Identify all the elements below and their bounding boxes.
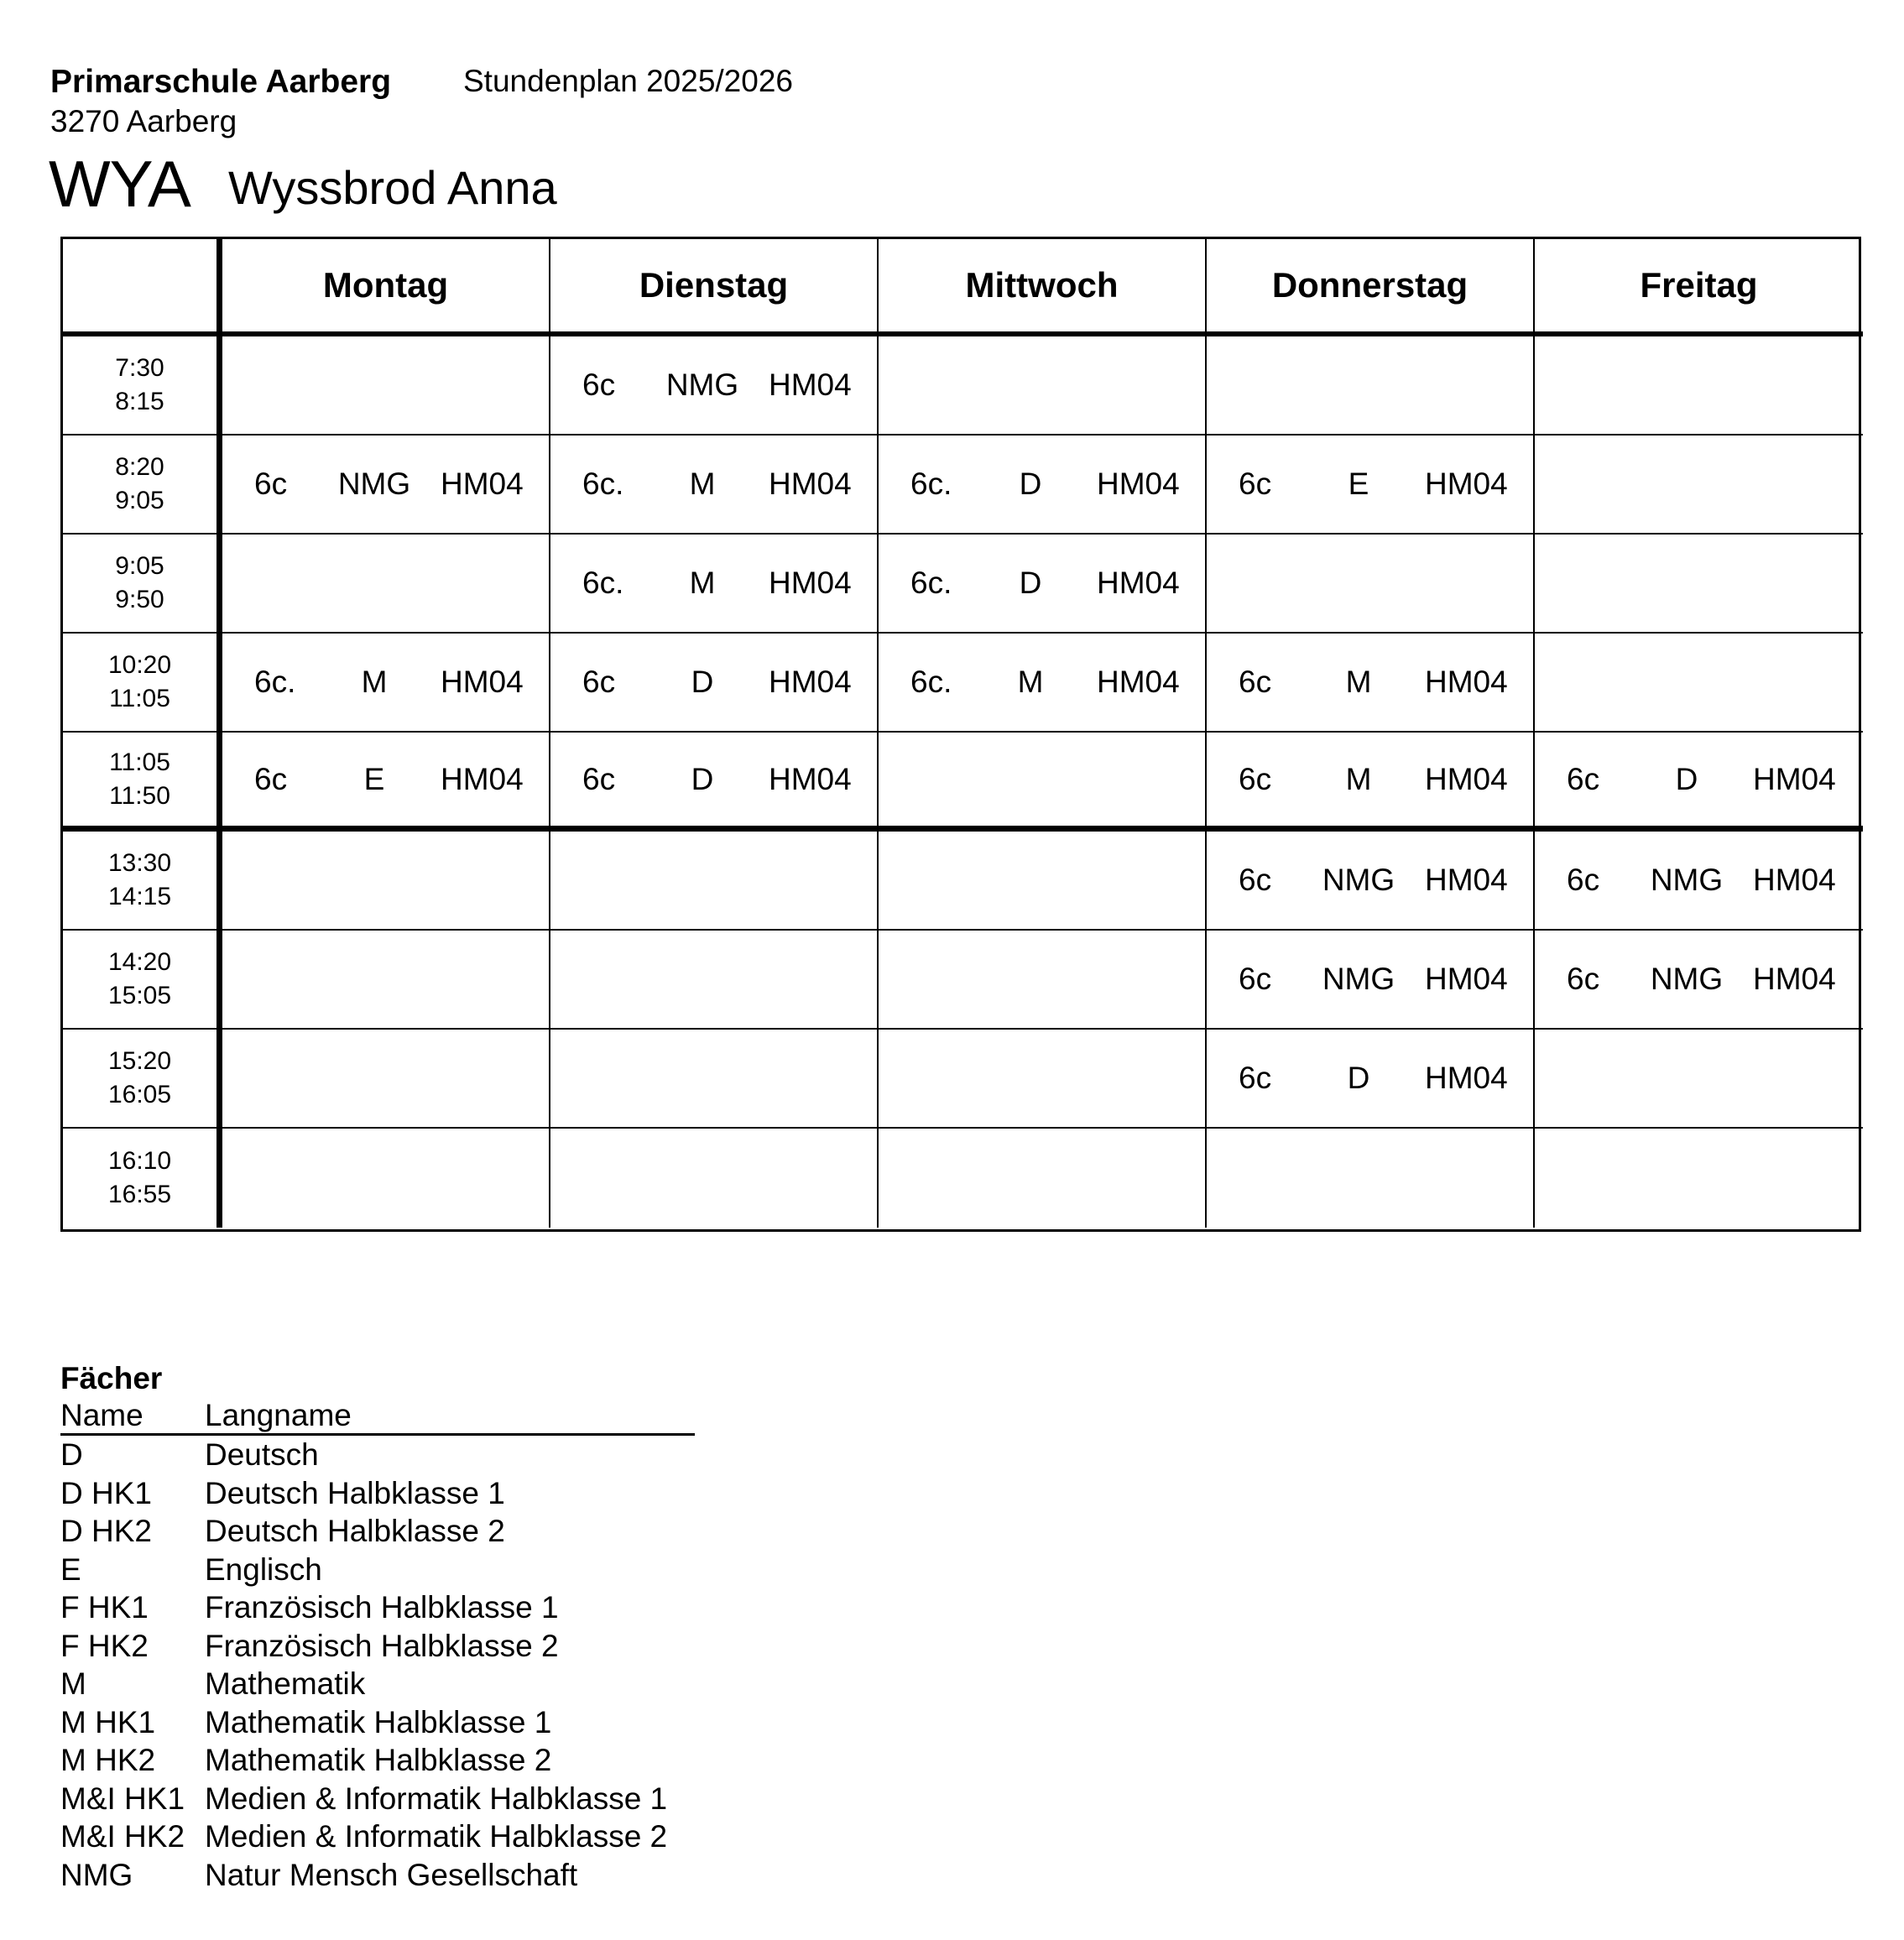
day-header: Donnerstag: [1207, 239, 1535, 336]
plan-title: Stundenplan 2025/2026: [463, 64, 793, 98]
subjects-column-longname: Langname: [205, 1398, 695, 1435]
period-time: [63, 1129, 222, 1228]
empty-slot: [1535, 535, 1863, 634]
lesson-class: 6c.: [254, 665, 296, 699]
lesson-cell: [222, 733, 550, 832]
lesson-subject: NMG: [1322, 863, 1395, 897]
lesson-subject: M: [1017, 665, 1044, 699]
lesson-subject: M: [1345, 761, 1372, 796]
lesson-class: 6c: [254, 467, 288, 501]
school-name: Primarschule Aarberg: [50, 64, 392, 100]
lesson-class: 6c: [1239, 1061, 1272, 1095]
day-header: Freitag: [1535, 239, 1863, 336]
subjects-title: Fächer: [60, 1361, 163, 1395]
subject-longname: Mathematik Halbklasse 1: [205, 1704, 552, 1739]
period-time: [63, 634, 222, 733]
period-start: 8:20: [115, 453, 164, 481]
empty-slot: [550, 832, 879, 931]
lesson-subject: D: [691, 665, 714, 699]
lesson-class: 6c: [1239, 761, 1272, 796]
period-end: 15:05: [107, 982, 172, 1009]
empty-slot: [222, 1030, 550, 1129]
lesson-cell: [879, 435, 1207, 535]
period-time: [63, 435, 222, 535]
period-time: [63, 832, 222, 931]
lesson-room: HM04: [1425, 1061, 1508, 1095]
period-start: 15:20: [107, 1047, 172, 1075]
lesson-room: HM04: [1753, 761, 1836, 796]
lesson-subject: M: [361, 665, 388, 699]
lesson-subject: D: [1019, 467, 1042, 501]
subject-code: NMG: [60, 1857, 133, 1892]
subject-row: [60, 1856, 695, 1895]
subject-row: [60, 1435, 695, 1474]
lesson-class: 6c: [582, 761, 616, 796]
period-end: 14:15: [107, 883, 172, 910]
period-start: 14:20: [107, 948, 172, 976]
lesson-subject: D: [1019, 566, 1042, 600]
lesson-class: 6c: [1239, 962, 1272, 996]
lesson-subject: M: [1345, 665, 1372, 699]
empty-slot: [879, 931, 1207, 1030]
subjects-header-row: [60, 1398, 695, 1435]
subject-longname: Französisch Halbklasse 2: [205, 1628, 559, 1663]
lesson-subject: E: [363, 761, 385, 796]
empty-slot: [1535, 1030, 1863, 1129]
lesson-cell: [1207, 931, 1535, 1030]
timetable-grid: [60, 237, 1861, 1232]
lesson-subject: NMG: [1650, 962, 1724, 996]
lesson-class: 6c: [1567, 761, 1600, 796]
empty-slot: [222, 336, 550, 435]
lesson-room: HM04: [1097, 467, 1180, 501]
period-time: [63, 931, 222, 1030]
period-time: [63, 1030, 222, 1129]
lesson-room: HM04: [769, 761, 852, 796]
subject-row: [60, 1817, 695, 1856]
subject-longname: Natur Mensch Gesellschaft: [205, 1857, 578, 1892]
lesson-cell: [550, 336, 879, 435]
lesson-room: HM04: [1425, 962, 1508, 996]
period-start: 16:10: [107, 1147, 172, 1175]
teacher-name: Wyssbrod Anna: [228, 161, 557, 214]
subject-row: [60, 1551, 695, 1589]
lesson-subject: D: [691, 761, 714, 796]
subject-code: D HK1: [60, 1475, 152, 1510]
lesson-cell: [879, 634, 1207, 733]
empty-slot: [1207, 1129, 1535, 1228]
lesson-room: HM04: [769, 467, 852, 501]
subjects-column-name: Name: [60, 1398, 205, 1435]
period-time: [63, 733, 222, 832]
lesson-room: HM04: [441, 467, 524, 501]
lesson-subject: NMG: [1322, 962, 1395, 996]
period-end: 8:15: [115, 388, 164, 415]
empty-slot: [1535, 336, 1863, 435]
lesson-subject: D: [1347, 1061, 1370, 1095]
subject-longname: Medien & Informatik Halbklasse 1: [205, 1781, 668, 1816]
lesson-class: 6c: [1239, 665, 1272, 699]
lesson-class: 6c.: [582, 566, 624, 600]
subjects-table: [60, 1398, 695, 1894]
period-end: 9:05: [115, 487, 164, 514]
subject-code: M HK2: [60, 1743, 156, 1778]
empty-slot: [1535, 1129, 1863, 1228]
empty-slot: [1535, 435, 1863, 535]
lesson-subject: NMG: [337, 467, 411, 501]
period-start: 11:05: [109, 748, 170, 776]
period-start: 10:20: [107, 651, 172, 679]
lesson-subject: NMG: [665, 368, 739, 402]
subject-longname: Medien & Informatik Halbklasse 2: [205, 1819, 668, 1854]
lesson-cell: [1207, 435, 1535, 535]
empty-slot: [1207, 535, 1535, 634]
empty-slot: [879, 733, 1207, 832]
subject-code: M&I HK1: [60, 1781, 185, 1816]
lesson-room: HM04: [769, 566, 852, 600]
empty-slot: [879, 1129, 1207, 1228]
lesson-class: 6c.: [582, 467, 624, 501]
lesson-cell: [222, 634, 550, 733]
empty-slot: [222, 931, 550, 1030]
subject-code: M HK1: [60, 1704, 156, 1739]
lesson-subject: D: [1675, 761, 1698, 796]
subject-row: [60, 1780, 695, 1818]
lesson-subject: E: [1348, 467, 1369, 501]
period-start: 9:05: [115, 552, 164, 580]
empty-slot: [550, 931, 879, 1030]
subject-row: [60, 1588, 695, 1627]
lesson-subject: M: [689, 566, 716, 600]
subject-longname: Deutsch: [205, 1437, 319, 1473]
lesson-subject: M: [689, 467, 716, 501]
empty-slot: [222, 535, 550, 634]
timetable-corner: [63, 239, 222, 336]
period-end: 16:55: [107, 1181, 172, 1208]
lesson-class: 6c.: [910, 467, 952, 501]
subject-code: F HK1: [60, 1590, 149, 1625]
subject-code: D HK2: [60, 1514, 152, 1549]
period-time: [63, 336, 222, 435]
lesson-class: 6c: [582, 665, 616, 699]
subject-longname: Deutsch Halbklasse 2: [205, 1514, 505, 1549]
lesson-cell: [222, 435, 550, 535]
lesson-cell: [1207, 634, 1535, 733]
lesson-cell: [1207, 832, 1535, 931]
empty-slot: [550, 1129, 879, 1228]
lesson-cell: [1535, 733, 1863, 832]
subject-row: [60, 1512, 695, 1551]
subject-longname: Französisch Halbklasse 1: [205, 1590, 559, 1625]
period-time: [63, 535, 222, 634]
subject-row: [60, 1474, 695, 1513]
lesson-class: 6c: [1567, 863, 1600, 897]
lesson-cell: [550, 435, 879, 535]
period-end: 11:05: [109, 685, 170, 712]
lesson-room: HM04: [769, 368, 852, 402]
subject-code: M&I HK2: [60, 1819, 185, 1854]
empty-slot: [879, 336, 1207, 435]
lesson-class: 6c.: [910, 665, 952, 699]
subject-longname: Mathematik: [205, 1666, 366, 1702]
empty-slot: [1535, 634, 1863, 733]
lesson-room: HM04: [1097, 665, 1180, 699]
empty-slot: [550, 1030, 879, 1129]
lesson-cell: [1535, 832, 1863, 931]
lesson-class: 6c: [582, 368, 616, 402]
subject-longname: Mathematik Halbklasse 2: [205, 1743, 552, 1778]
lesson-room: HM04: [441, 761, 524, 796]
subject-code: M: [60, 1666, 86, 1702]
lesson-room: HM04: [1425, 761, 1508, 796]
teacher-code: WYA: [49, 147, 190, 221]
period-start: 13:30: [107, 849, 172, 877]
period-end: 16:05: [107, 1081, 172, 1108]
lesson-class: 6c: [1239, 467, 1272, 501]
lesson-room: HM04: [1425, 665, 1508, 699]
empty-slot: [879, 1030, 1207, 1129]
empty-slot: [1207, 336, 1535, 435]
subject-code: F HK2: [60, 1628, 149, 1663]
day-header: Montag: [222, 239, 550, 336]
lesson-class: 6c: [1567, 962, 1600, 996]
subject-longname: Englisch: [205, 1551, 322, 1587]
lesson-room: HM04: [1753, 962, 1836, 996]
period-end: 9:50: [115, 586, 164, 613]
subject-code: E: [60, 1551, 81, 1587]
empty-slot: [222, 832, 550, 931]
lesson-cell: [1207, 1030, 1535, 1129]
lesson-room: HM04: [1097, 566, 1180, 600]
lesson-cell: [879, 535, 1207, 634]
lesson-class: 6c: [254, 761, 288, 796]
subject-longname: Deutsch Halbklasse 1: [205, 1475, 505, 1510]
lesson-subject: NMG: [1650, 863, 1724, 897]
subject-row: [60, 1665, 695, 1703]
school-city: 3270 Aarberg: [50, 104, 237, 138]
lesson-cell: [550, 535, 879, 634]
empty-slot: [222, 1129, 550, 1228]
lesson-room: HM04: [441, 665, 524, 699]
lesson-room: HM04: [1753, 863, 1836, 897]
lesson-cell: [1207, 733, 1535, 832]
subject-row: [60, 1627, 695, 1666]
subject-code: D: [60, 1437, 83, 1473]
lesson-class: 6c.: [910, 566, 952, 600]
empty-slot: [879, 832, 1207, 931]
day-header: Dienstag: [550, 239, 879, 336]
day-header: Mittwoch: [879, 239, 1207, 336]
lesson-cell: [550, 634, 879, 733]
period-start: 7:30: [115, 354, 164, 382]
period-end: 11:50: [109, 781, 170, 810]
lesson-room: HM04: [1425, 863, 1508, 897]
lesson-room: HM04: [769, 665, 852, 699]
lesson-cell: [1535, 931, 1863, 1030]
lesson-class: 6c: [1239, 863, 1272, 897]
subject-row: [60, 1741, 695, 1780]
lesson-cell: [550, 733, 879, 832]
subject-row: [60, 1703, 695, 1742]
lesson-room: HM04: [1425, 467, 1508, 501]
